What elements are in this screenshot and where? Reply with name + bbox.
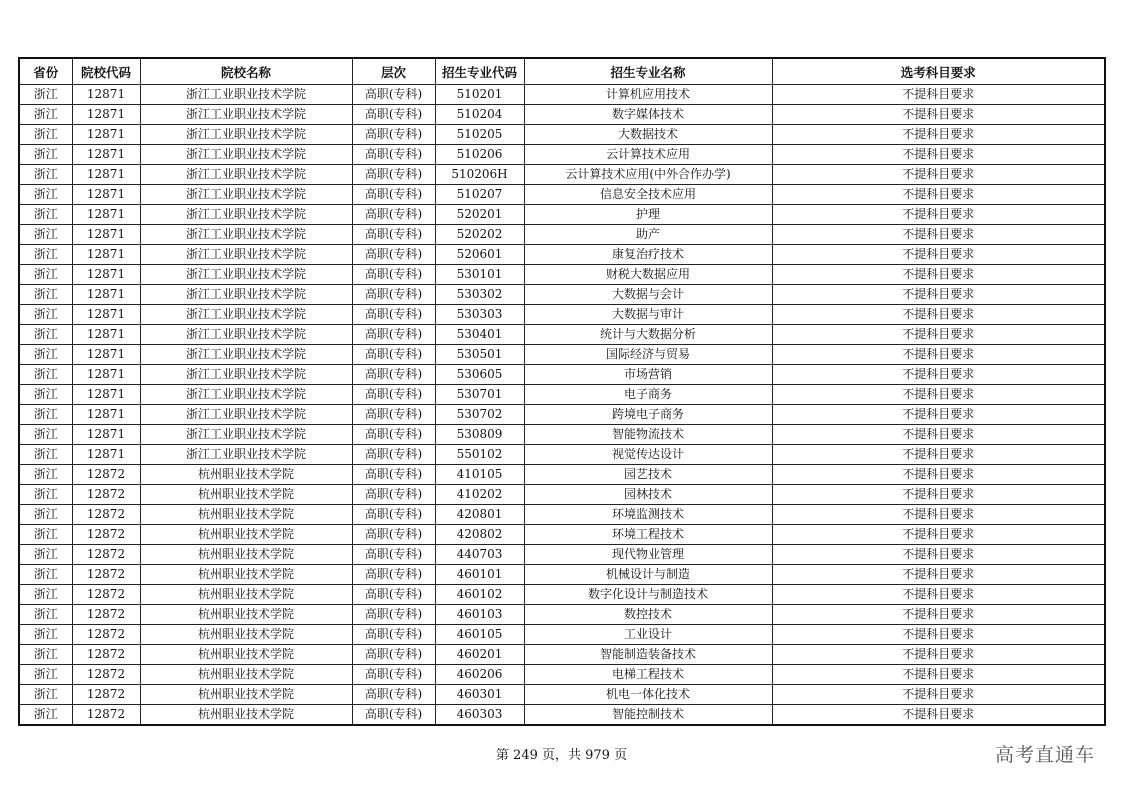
cell-major-name: 康复治疗技术 <box>524 245 772 265</box>
cell-school-code: 12872 <box>72 525 140 545</box>
cell-school-code: 12872 <box>72 705 140 726</box>
cell-level: 高职(专科) <box>352 645 435 665</box>
cell-school-name: 杭州职业技术学院 <box>140 525 352 545</box>
table-row <box>19 425 1105 445</box>
cell-school-name: 浙江工业职业技术学院 <box>140 145 352 165</box>
cell-major-code: 510201 <box>435 85 524 105</box>
cell-subject-requirement: 不提科目要求 <box>772 645 1105 665</box>
cell-school-code: 12872 <box>72 685 140 705</box>
cell-subject-requirement: 不提科目要求 <box>772 125 1105 145</box>
cell-major-code: 460201 <box>435 645 524 665</box>
cell-school-code: 12872 <box>72 565 140 585</box>
cell-school-code: 12871 <box>72 345 140 365</box>
cell-level: 高职(专科) <box>352 705 435 726</box>
cell-major-name: 国际经济与贸易 <box>524 345 772 365</box>
cell-province: 浙江 <box>19 225 72 245</box>
cell-province: 浙江 <box>19 365 72 385</box>
cell-major-code: 530501 <box>435 345 524 365</box>
cell-major-code: 460206 <box>435 665 524 685</box>
cell-province: 浙江 <box>19 705 72 726</box>
cell-school-name: 浙江工业职业技术学院 <box>140 305 352 325</box>
cell-level: 高职(专科) <box>352 405 435 425</box>
cell-subject-requirement: 不提科目要求 <box>772 525 1105 545</box>
table-row <box>19 225 1105 245</box>
cell-major-code: 510204 <box>435 105 524 125</box>
cell-major-name: 云计算技术应用(中外合作办学) <box>524 165 772 185</box>
cell-school-name: 浙江工业职业技术学院 <box>140 125 352 145</box>
cell-major-code: 520202 <box>435 225 524 245</box>
cell-school-code: 12871 <box>72 105 140 125</box>
cell-major-code: 460102 <box>435 585 524 605</box>
table-row <box>19 285 1105 305</box>
cell-major-code: 460105 <box>435 625 524 645</box>
cell-province: 浙江 <box>19 425 72 445</box>
cell-province: 浙江 <box>19 105 72 125</box>
header-subject-requirement: 选考科目要求 <box>772 58 1105 85</box>
cell-school-name: 杭州职业技术学院 <box>140 545 352 565</box>
cell-major-name: 智能制造装备技术 <box>524 645 772 665</box>
cell-major-name: 园林技术 <box>524 485 772 505</box>
cell-province: 浙江 <box>19 305 72 325</box>
cell-level: 高职(专科) <box>352 385 435 405</box>
cell-province: 浙江 <box>19 245 72 265</box>
cell-subject-requirement: 不提科目要求 <box>772 505 1105 525</box>
cell-school-name: 浙江工业职业技术学院 <box>140 405 352 425</box>
cell-major-name: 数字化设计与制造技术 <box>524 585 772 605</box>
cell-major-code: 520601 <box>435 245 524 265</box>
cell-school-code: 12872 <box>72 605 140 625</box>
cell-school-name: 杭州职业技术学院 <box>140 625 352 645</box>
cell-province: 浙江 <box>19 125 72 145</box>
cell-school-name: 浙江工业职业技术学院 <box>140 165 352 185</box>
cell-subject-requirement: 不提科目要求 <box>772 305 1105 325</box>
cell-subject-requirement: 不提科目要求 <box>772 245 1105 265</box>
cell-school-name: 浙江工业职业技术学院 <box>140 245 352 265</box>
cell-major-name: 财税大数据应用 <box>524 265 772 285</box>
cell-level: 高职(专科) <box>352 225 435 245</box>
cell-school-code: 12871 <box>72 385 140 405</box>
cell-school-code: 12871 <box>72 285 140 305</box>
cell-major-name: 园艺技术 <box>524 465 772 485</box>
cell-major-name: 环境工程技术 <box>524 525 772 545</box>
cell-school-name: 杭州职业技术学院 <box>140 685 352 705</box>
cell-school-name: 浙江工业职业技术学院 <box>140 345 352 365</box>
cell-subject-requirement: 不提科目要求 <box>772 325 1105 345</box>
cell-school-code: 12871 <box>72 145 140 165</box>
cell-province: 浙江 <box>19 165 72 185</box>
cell-major-code: 510205 <box>435 125 524 145</box>
table-row <box>19 505 1105 525</box>
cell-province: 浙江 <box>19 325 72 345</box>
table-row <box>19 265 1105 285</box>
cell-school-code: 12871 <box>72 305 140 325</box>
cell-province: 浙江 <box>19 485 72 505</box>
cell-school-code: 12871 <box>72 165 140 185</box>
header-school-code: 院校代码 <box>72 58 140 85</box>
cell-major-code: 460103 <box>435 605 524 625</box>
cell-subject-requirement: 不提科目要求 <box>772 585 1105 605</box>
cell-level: 高职(专科) <box>352 585 435 605</box>
cell-major-code: 460101 <box>435 565 524 585</box>
cell-major-code: 520201 <box>435 205 524 225</box>
cell-level: 高职(专科) <box>352 605 435 625</box>
cell-school-name: 杭州职业技术学院 <box>140 465 352 485</box>
cell-major-name: 统计与大数据分析 <box>524 325 772 345</box>
cell-level: 高职(专科) <box>352 485 435 505</box>
table-row <box>19 565 1105 585</box>
table-row <box>19 685 1105 705</box>
cell-level: 高职(专科) <box>352 305 435 325</box>
cell-school-name: 浙江工业职业技术学院 <box>140 325 352 345</box>
cell-school-name: 杭州职业技术学院 <box>140 505 352 525</box>
cell-level: 高职(专科) <box>352 445 435 465</box>
cell-school-code: 12872 <box>72 585 140 605</box>
page-number: 第 249 页，共 979 页 <box>495 748 628 763</box>
cell-school-name: 浙江工业职业技术学院 <box>140 265 352 285</box>
cell-school-code: 12871 <box>72 425 140 445</box>
cell-province: 浙江 <box>19 385 72 405</box>
cell-school-code: 12871 <box>72 225 140 245</box>
cell-province: 浙江 <box>19 625 72 645</box>
cell-school-name: 浙江工业职业技术学院 <box>140 225 352 245</box>
cell-major-code: 410202 <box>435 485 524 505</box>
cell-major-code: 460301 <box>435 685 524 705</box>
cell-school-name: 杭州职业技术学院 <box>140 705 352 726</box>
cell-major-code: 530605 <box>435 365 524 385</box>
cell-level: 高职(专科) <box>352 345 435 365</box>
table-row <box>19 105 1105 125</box>
cell-subject-requirement: 不提科目要求 <box>772 605 1105 625</box>
table-row <box>19 485 1105 505</box>
cell-school-name: 杭州职业技术学院 <box>140 485 352 505</box>
cell-school-code: 12871 <box>72 245 140 265</box>
cell-major-name: 数控技术 <box>524 605 772 625</box>
table-header-row <box>19 58 1105 85</box>
cell-province: 浙江 <box>19 85 72 105</box>
cell-province: 浙江 <box>19 405 72 425</box>
cell-province: 浙江 <box>19 205 72 225</box>
cell-subject-requirement: 不提科目要求 <box>772 225 1105 245</box>
table-row <box>19 585 1105 605</box>
cell-major-name: 智能物流技术 <box>524 425 772 445</box>
cell-major-code: 510206H <box>435 165 524 185</box>
cell-major-name: 电子商务 <box>524 385 772 405</box>
cell-major-name: 视觉传达设计 <box>524 445 772 465</box>
cell-subject-requirement: 不提科目要求 <box>772 185 1105 205</box>
cell-major-name: 大数据与审计 <box>524 305 772 325</box>
cell-school-code: 12872 <box>72 645 140 665</box>
cell-province: 浙江 <box>19 685 72 705</box>
cell-subject-requirement: 不提科目要求 <box>772 85 1105 105</box>
cell-school-code: 12871 <box>72 185 140 205</box>
cell-major-code: 530101 <box>435 265 524 285</box>
cell-major-name: 现代物业管理 <box>524 545 772 565</box>
cell-school-name: 杭州职业技术学院 <box>140 665 352 685</box>
cell-level: 高职(专科) <box>352 525 435 545</box>
cell-subject-requirement: 不提科目要求 <box>772 145 1105 165</box>
cell-major-name: 机械设计与制造 <box>524 565 772 585</box>
header-level: 层次 <box>352 58 435 85</box>
cell-major-name: 护理 <box>524 205 772 225</box>
cell-major-name: 智能控制技术 <box>524 705 772 726</box>
cell-school-name: 杭州职业技术学院 <box>140 585 352 605</box>
cell-level: 高职(专科) <box>352 105 435 125</box>
cell-school-code: 12871 <box>72 125 140 145</box>
cell-subject-requirement: 不提科目要求 <box>772 665 1105 685</box>
cell-level: 高职(专科) <box>352 285 435 305</box>
cell-school-code: 12871 <box>72 325 140 345</box>
table-row <box>19 385 1105 405</box>
table-row <box>19 325 1105 345</box>
cell-level: 高职(专科) <box>352 185 435 205</box>
cell-school-name: 浙江工业职业技术学院 <box>140 185 352 205</box>
cell-major-code: 510207 <box>435 185 524 205</box>
cell-school-name: 浙江工业职业技术学院 <box>140 105 352 125</box>
table-body <box>19 85 1105 726</box>
cell-province: 浙江 <box>19 285 72 305</box>
cell-subject-requirement: 不提科目要求 <box>772 545 1105 565</box>
cell-subject-requirement: 不提科目要求 <box>772 565 1105 585</box>
cell-school-code: 12871 <box>72 445 140 465</box>
cell-major-name: 电梯工程技术 <box>524 665 772 685</box>
cell-school-code: 12872 <box>72 545 140 565</box>
cell-subject-requirement: 不提科目要求 <box>772 105 1105 125</box>
cell-level: 高职(专科) <box>352 165 435 185</box>
cell-major-code: 510206 <box>435 145 524 165</box>
cell-province: 浙江 <box>19 665 72 685</box>
table-row <box>19 145 1105 165</box>
cell-school-code: 12871 <box>72 365 140 385</box>
table-row <box>19 125 1105 145</box>
cell-school-name: 浙江工业职业技术学院 <box>140 205 352 225</box>
watermark: 高考直通车 <box>994 744 1095 766</box>
cell-subject-requirement: 不提科目要求 <box>772 385 1105 405</box>
cell-major-code: 530809 <box>435 425 524 445</box>
cell-province: 浙江 <box>19 525 72 545</box>
cell-school-code: 12872 <box>72 505 140 525</box>
cell-level: 高职(专科) <box>352 245 435 265</box>
table-row <box>19 185 1105 205</box>
table-row <box>19 85 1105 105</box>
cell-major-name: 大数据技术 <box>524 125 772 145</box>
cell-school-code: 12872 <box>72 485 140 505</box>
table-row <box>19 465 1105 485</box>
cell-major-code: 460303 <box>435 705 524 726</box>
cell-major-code: 420801 <box>435 505 524 525</box>
cell-major-name: 工业设计 <box>524 625 772 645</box>
cell-school-code: 12871 <box>72 405 140 425</box>
header-major-code: 招生专业代码 <box>435 58 524 85</box>
table-row <box>19 545 1105 565</box>
cell-province: 浙江 <box>19 545 72 565</box>
cell-province: 浙江 <box>19 605 72 625</box>
cell-school-name: 杭州职业技术学院 <box>140 645 352 665</box>
cell-school-name: 杭州职业技术学院 <box>140 565 352 585</box>
cell-subject-requirement: 不提科目要求 <box>772 625 1105 645</box>
cell-province: 浙江 <box>19 505 72 525</box>
cell-province: 浙江 <box>19 645 72 665</box>
table-row <box>19 245 1105 265</box>
cell-major-code: 440703 <box>435 545 524 565</box>
table-row <box>19 405 1105 425</box>
cell-school-code: 12871 <box>72 205 140 225</box>
cell-province: 浙江 <box>19 585 72 605</box>
cell-major-code: 530303 <box>435 305 524 325</box>
admission-table <box>18 57 1106 726</box>
cell-major-name: 市场营销 <box>524 365 772 385</box>
table-row <box>19 165 1105 185</box>
cell-level: 高职(专科) <box>352 265 435 285</box>
cell-level: 高职(专科) <box>352 665 435 685</box>
cell-subject-requirement: 不提科目要求 <box>772 705 1105 726</box>
cell-province: 浙江 <box>19 185 72 205</box>
cell-major-code: 530302 <box>435 285 524 305</box>
cell-school-name: 浙江工业职业技术学院 <box>140 285 352 305</box>
cell-province: 浙江 <box>19 565 72 585</box>
cell-province: 浙江 <box>19 465 72 485</box>
cell-major-code: 550102 <box>435 445 524 465</box>
cell-major-code: 530701 <box>435 385 524 405</box>
cell-school-code: 12872 <box>72 465 140 485</box>
header-major-name: 招生专业名称 <box>524 58 772 85</box>
cell-school-code: 12872 <box>72 625 140 645</box>
header-school-name: 院校名称 <box>140 58 352 85</box>
cell-subject-requirement: 不提科目要求 <box>772 165 1105 185</box>
cell-subject-requirement: 不提科目要求 <box>772 265 1105 285</box>
cell-school-name: 杭州职业技术学院 <box>140 605 352 625</box>
cell-level: 高职(专科) <box>352 465 435 485</box>
table-row <box>19 605 1105 625</box>
cell-major-name: 跨境电子商务 <box>524 405 772 425</box>
cell-major-code: 420802 <box>435 525 524 545</box>
cell-level: 高职(专科) <box>352 505 435 525</box>
cell-level: 高职(专科) <box>352 685 435 705</box>
cell-subject-requirement: 不提科目要求 <box>772 365 1105 385</box>
table-row <box>19 625 1105 645</box>
cell-subject-requirement: 不提科目要求 <box>772 445 1105 465</box>
table-row <box>19 205 1105 225</box>
cell-level: 高职(专科) <box>352 145 435 165</box>
cell-level: 高职(专科) <box>352 625 435 645</box>
cell-subject-requirement: 不提科目要求 <box>772 685 1105 705</box>
cell-subject-requirement: 不提科目要求 <box>772 345 1105 365</box>
table-row <box>19 705 1105 726</box>
cell-major-name: 信息安全技术应用 <box>524 185 772 205</box>
cell-major-name: 大数据与会计 <box>524 285 772 305</box>
cell-subject-requirement: 不提科目要求 <box>772 425 1105 445</box>
cell-school-name: 浙江工业职业技术学院 <box>140 385 352 405</box>
cell-level: 高职(专科) <box>352 205 435 225</box>
cell-subject-requirement: 不提科目要求 <box>772 465 1105 485</box>
table-row <box>19 665 1105 685</box>
cell-province: 浙江 <box>19 145 72 165</box>
table-row <box>19 345 1105 365</box>
cell-major-code: 410105 <box>435 465 524 485</box>
cell-school-name: 浙江工业职业技术学院 <box>140 85 352 105</box>
cell-level: 高职(专科) <box>352 565 435 585</box>
table-row <box>19 525 1105 545</box>
cell-major-name: 助产 <box>524 225 772 245</box>
table-row <box>19 305 1105 325</box>
cell-level: 高职(专科) <box>352 545 435 565</box>
cell-subject-requirement: 不提科目要求 <box>772 485 1105 505</box>
cell-level: 高职(专科) <box>352 125 435 145</box>
cell-level: 高职(专科) <box>352 425 435 445</box>
table-row <box>19 645 1105 665</box>
cell-subject-requirement: 不提科目要求 <box>772 205 1105 225</box>
cell-school-code: 12871 <box>72 85 140 105</box>
cell-province: 浙江 <box>19 445 72 465</box>
cell-school-name: 浙江工业职业技术学院 <box>140 365 352 385</box>
cell-major-name: 数字媒体技术 <box>524 105 772 125</box>
cell-school-code: 12871 <box>72 265 140 285</box>
cell-major-name: 环境监测技术 <box>524 505 772 525</box>
cell-subject-requirement: 不提科目要求 <box>772 405 1105 425</box>
table-row <box>19 365 1105 385</box>
cell-major-name: 机电一体化技术 <box>524 685 772 705</box>
table-row <box>19 445 1105 465</box>
cell-level: 高职(专科) <box>352 365 435 385</box>
header-province: 省份 <box>19 58 72 85</box>
cell-school-name: 浙江工业职业技术学院 <box>140 445 352 465</box>
cell-school-name: 浙江工业职业技术学院 <box>140 425 352 445</box>
cell-level: 高职(专科) <box>352 325 435 345</box>
cell-level: 高职(专科) <box>352 85 435 105</box>
cell-major-code: 530702 <box>435 405 524 425</box>
cell-major-name: 云计算技术应用 <box>524 145 772 165</box>
cell-province: 浙江 <box>19 345 72 365</box>
cell-school-code: 12872 <box>72 665 140 685</box>
cell-major-code: 530401 <box>435 325 524 345</box>
cell-subject-requirement: 不提科目要求 <box>772 285 1105 305</box>
cell-major-name: 计算机应用技术 <box>524 85 772 105</box>
cell-province: 浙江 <box>19 265 72 285</box>
